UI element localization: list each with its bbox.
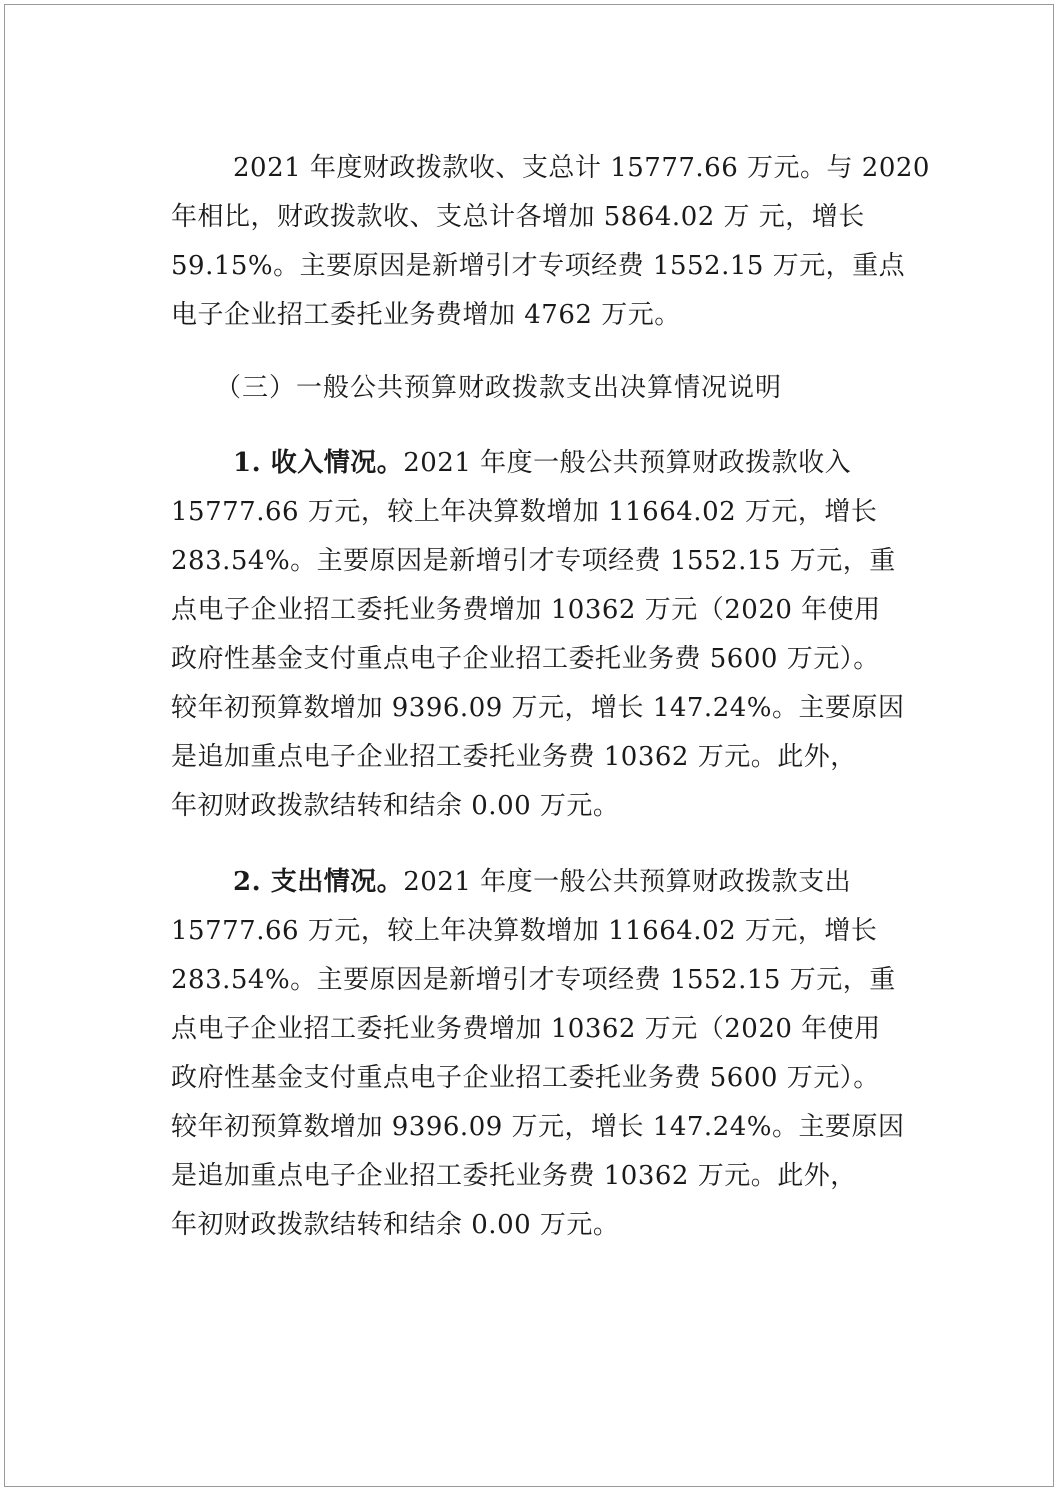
income-first-line xyxy=(233,446,851,480)
expenditure-line: 15777.66 万元，较上年决算数增加 11664.02 万元，增长 xyxy=(171,916,878,946)
expenditure-first-line-text: 2021 年度一般公共预算财政拨款支出 xyxy=(403,867,852,897)
expenditure-line: 点电子企业招工委托业务费增加 10362 万元（2020 年使用 xyxy=(171,1014,881,1044)
section-heading: （三）一般公共预算财政拨款支出决算情况说明 xyxy=(215,373,783,403)
income-line: 政府性基金支付重点电子企业招工委托业务费 5600 万元）。 xyxy=(171,644,880,674)
expenditure-line: 年初财政拨款结转和结余 0.00 万元。 xyxy=(171,1210,620,1240)
expenditure-line: 283.54%。主要原因是新增引才专项经费 1552.15 万元，重 xyxy=(171,965,896,995)
expenditure-first-line xyxy=(233,865,851,899)
expenditure-label: 2. 支出情况。 xyxy=(233,867,404,897)
income-first-line-text: 2021 年度一般公共预算财政拨款收入 xyxy=(403,448,852,478)
income-line: 年初财政拨款结转和结余 0.00 万元。 xyxy=(171,791,620,821)
income-label: 1. 收入情况。 xyxy=(233,448,404,478)
income-line: 较年初预算数增加 9396.09 万元，增长 147.24%。主要原因 xyxy=(171,693,905,723)
income-line: 是追加重点电子企业招工委托业务费 10362 万元。此外， xyxy=(171,742,857,772)
expenditure-line: 较年初预算数增加 9396.09 万元，增长 147.24%。主要原因 xyxy=(171,1112,905,1142)
expenditure-line: 是追加重点电子企业招工委托业务费 10362 万元。此外， xyxy=(171,1161,857,1191)
expenditure-line: 政府性基金支付重点电子企业招工委托业务费 5600 万元）。 xyxy=(171,1063,880,1093)
total-paragraph-line: 年相比，财政拨款收、支总计各增加 5864.02 万 元，增长 xyxy=(171,202,865,232)
total-paragraph-line: 59.15%。主要原因是新增引才专项经费 1552.15 万元，重点 xyxy=(171,251,906,281)
total-paragraph-line: 2021 年度财政拨款收、支总计 15777.66 万元。与 2020 xyxy=(233,153,930,183)
income-line: 15777.66 万元，较上年决算数增加 11664.02 万元，增长 xyxy=(171,497,878,527)
income-line: 点电子企业招工委托业务费增加 10362 万元（2020 年使用 xyxy=(171,595,881,625)
page xyxy=(4,4,1054,1487)
total-paragraph-line: 电子企业招工委托业务费增加 4762 万元。 xyxy=(171,300,681,330)
income-line: 283.54%。主要原因是新增引才专项经费 1552.15 万元，重 xyxy=(171,546,896,576)
